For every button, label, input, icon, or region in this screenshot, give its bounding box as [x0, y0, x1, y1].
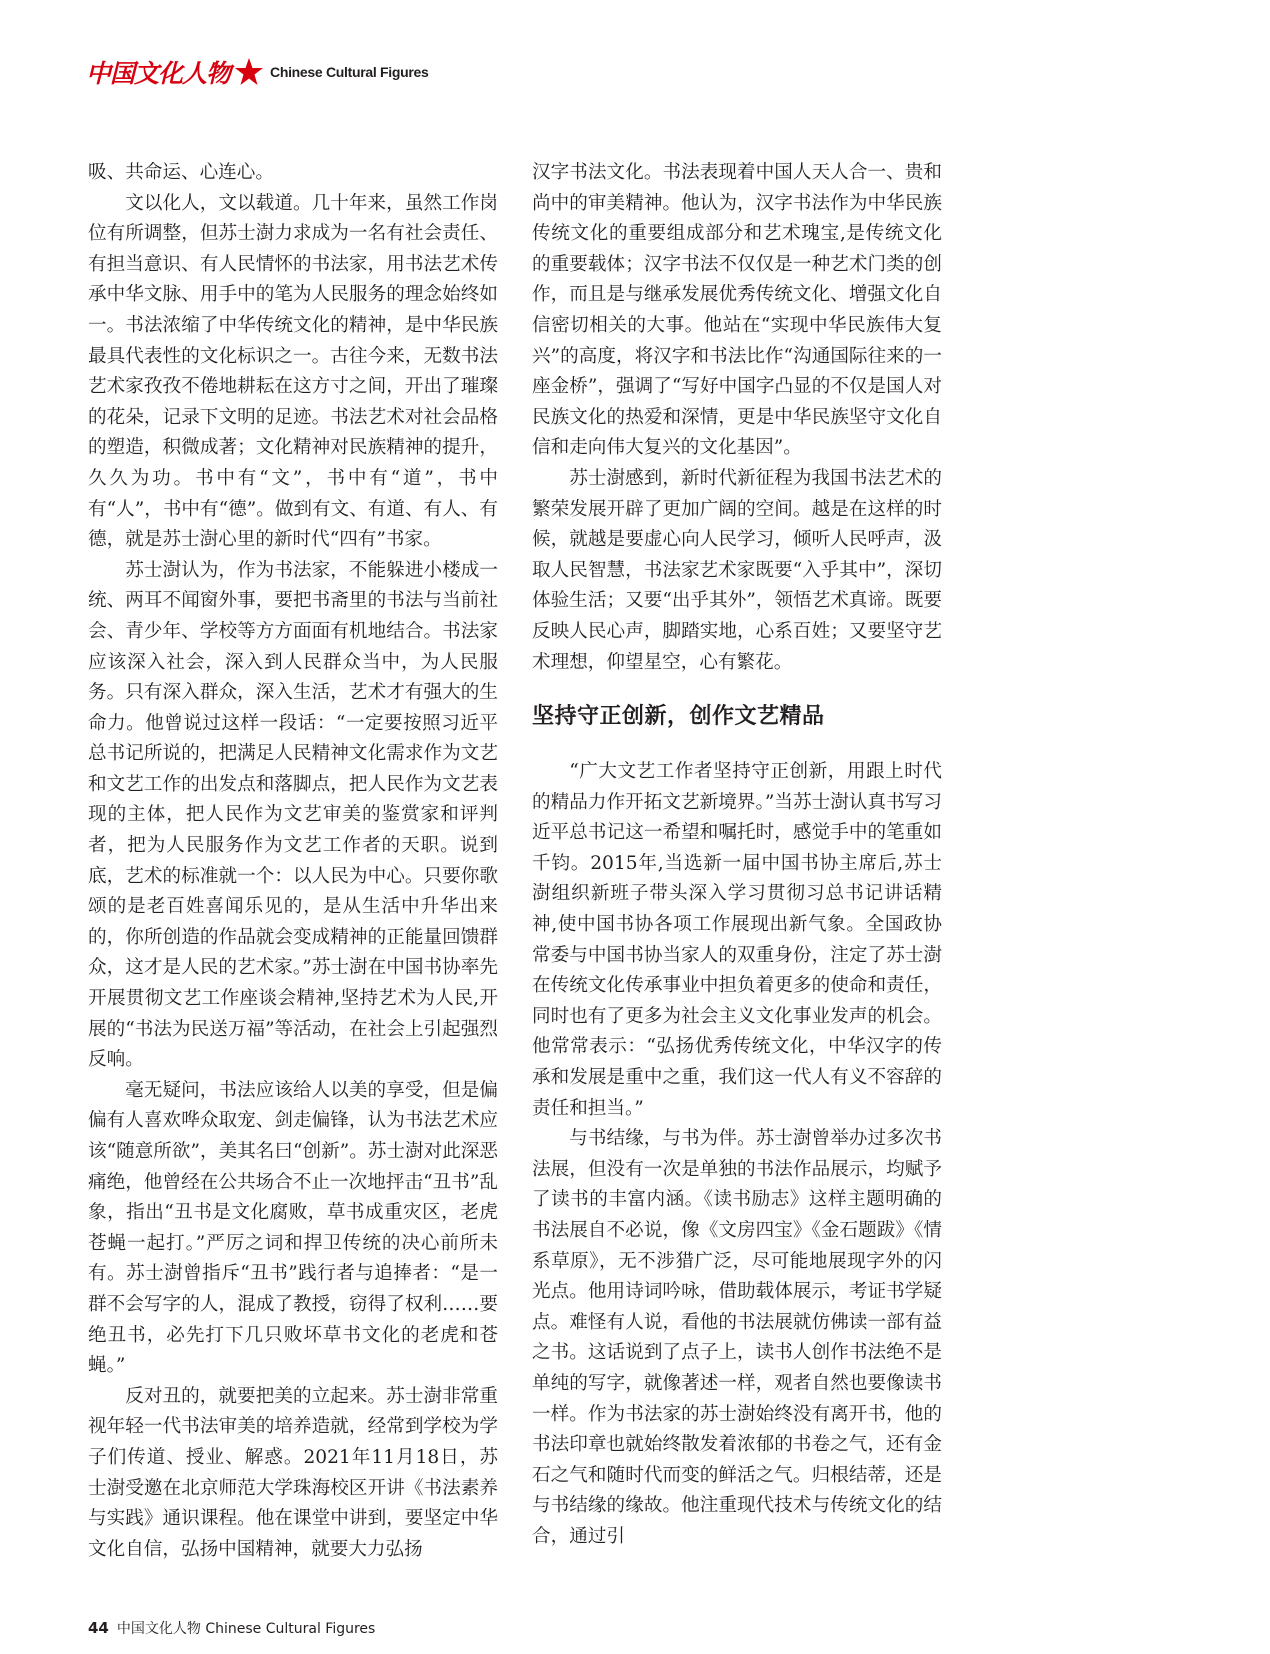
left-column: [88, 158, 498, 1565]
paragraph: 苏士澍感到，新时代新征程为我国书法艺术的繁荣发展开辟了更加广阔的空间。越是在这样的时候，就越是要虚心向人民学习，倾听人民呼声，汲取人民智慧，书法家艺术家既要“入乎其中”，深切体验生活；又要“出乎其外”，领悟艺术真谛。既要反映人民心声，脚踏实地，心系百姓；又要坚守艺术理想，仰望星空，心有繁花。: [532, 467, 942, 673]
brand-title-cn: 中国文化人物: [86, 59, 231, 88]
masthead: [86, 52, 429, 92]
paragraph: 吸、共命运、心连心。: [88, 162, 274, 183]
paragraph: 文以化人，文以载道。几十年来，虽然工作岗位有所调整，但苏士澍力求成为一名有社会责任、有担当意识、有人民情怀的书法家，用书法艺术传承中华文脉、用手中的笔为人民服务的理念始终如一。书法浓缩了中华传统文化的精神，是中华民族最具代表性的文化标识之一。古往今来，无数书法艺术家孜孜不倦地耕耘在这方寸之间，开出了璀璨的花朵，记录下文明的足迹。书法艺术对社会品格的塑造，积微成著；文化精神对民族精神的提升，久久为功。书中有“文”，书中有“道”，书中有“人”，书中有“德”。做到有文、有道、有人、有德，就是苏士澍心里的新时代“四有”书家。: [88, 192, 498, 551]
section-heading: 坚持守正创新，创作文艺精品: [532, 704, 825, 730]
paragraph: 汉字书法文化。书法表现着中国人天人合一、贵和尚中的审美精神。他认为，汉字书法作为中华民族传统文化的重要组成部分和艺术瑰宝,是传统文化的重要载体；汉字书法不仅仅是一种艺术门类的创作，而且是与继承发展优秀传统文化、增强文化自信密切相关的大事。他站在“实现中华民族伟大复兴”的高度，将汉字和书法比作“沟通国际往来的一座金桥”，强调了“写好中国字凸显的不仅是国人对民族文化的热爱和深情，更是中华民族坚守文化自信和走向伟大复兴的文化基因”。: [532, 162, 942, 459]
paragraph: 与书结缘，与书为伴。苏士澍曾举办过多次书法展，但没有一次是单独的书法作品展示，均赋予了读书的丰富内涵。《读书励志》这样主题明确的书法展自不必说，像《文房四宝》《金石题跋》《情系草原》，无不涉猎广泛，尽可能地展现字外的闪光点。他用诗词吟咏，借助载体展示，考证书学疑点。难怪有人说，看他的书法展就仿佛读一部有益之书。这话说到了点子上，读书人创作书法绝不是单纯的写字，就像著述一样，观者自然也要像读书一样。作为书法家的苏士澍始终没有离开书，他的书法印章也就始终散发着浓郁的书卷之气，还有金石之气和随时代而变的鲜活之气。归根结蒂，还是与书结缘的缘故。他注重现代技术与传统文化的结合，通过引: [532, 1128, 942, 1547]
page-footer: [88, 1618, 375, 1638]
paragraph: 苏士澍认为，作为书法家，不能躲进小楼成一统、两耳不闻窗外事，要把书斋里的书法与当前社会、青少年、学校等方方面面有机地结合。书法家应该深入社会，深入到人民群众当中，为人民服务。只有深入群众，深入生活，艺术才有强大的生命力。他曾说过这样一段话：“一定要按照习近平总书记所说的，把满足人民精神文化需求作为文艺和文艺工作的出发点和落脚点，把人民作为文艺表现的主体，把人民作为文艺审美的鉴赏家和评判者，把为人民服务作为文艺工作者的天职。说到底，艺术的标准就一个：以人民为中心。只要你歌颂的是老百姓喜闻乐见的，是从生活中升华出来的，你所创造的作品就会变成精神的正能量回馈群众，这才是人民的艺术家。”苏士澍在中国书协率先开展贯彻文艺工作座谈会精神,坚持艺术为人民,开展的“书法为民送万福”等活动，在社会上引起强烈反响。: [88, 559, 498, 1071]
footer-publication-title: 中国文化人物 Chinese Cultural Figures: [116, 1621, 376, 1637]
right-column: [532, 158, 942, 1553]
star-icon: [234, 57, 264, 87]
paragraph: 反对丑的，就要把美的立起来。苏士澍非常重视年轻一代书法审美的培养造就，经常到学校为学子们传道、授业、解惑。2021年11月18日，苏士澍受邀在北京师范大学珠海校区开讲《书法素养与实践》通识课程。他在课堂中讲到，要坚定中华文化自信，弘扬中国精神，就要大力弘扬: [88, 1385, 498, 1560]
paragraph: “广大文艺工作者坚持守正创新，用跟上时代的精品力作开拓文艺新境界。”当苏士澍认真书写习近平总书记这一希望和嘱托时，感觉手中的笔重如千钧。2015年,当选新一届中国书协主席后,苏士澍组织新班子带头深入学习贯彻习总书记讲话精神,使中国书协各项工作展现出新气象。全国政协常委与中国书协当家人的双重身份，注定了苏士澍在传统文化传承事业中担负着更多的使命和责任，同时也有了更多为社会主义文化事业发声的机会。他常常表示：“弘扬优秀传统文化，中华汉字的传承和发展是重中之重，我们这一代人有义不容辞的责任和担当。”: [532, 761, 942, 1119]
brand-title-en: Chinese Cultural Figures: [270, 64, 429, 80]
page-number: 44: [88, 1619, 109, 1637]
paragraph: 毫无疑问，书法应该给人以美的享受，但是偏偏有人喜欢哗众取宠、剑走偏锋，认为书法艺术应该“随意所欲”，美其名曰“创新”。苏士澍对此深恶痛绝，他曾经在公共场合不止一次地抨击“丑书”乱象，指出“丑书是文化腐败，草书成重灾区，老虎苍蝇一起打。”严厉之词和捍卫传统的决心前所未有。苏士澍曾指斥“丑书”践行者与追捧者：“是一群不会写字的人，混成了教授，窃得了权利……要绝丑书，必先打下几只败坏草书文化的老虎和苍蝇。”: [88, 1079, 498, 1377]
